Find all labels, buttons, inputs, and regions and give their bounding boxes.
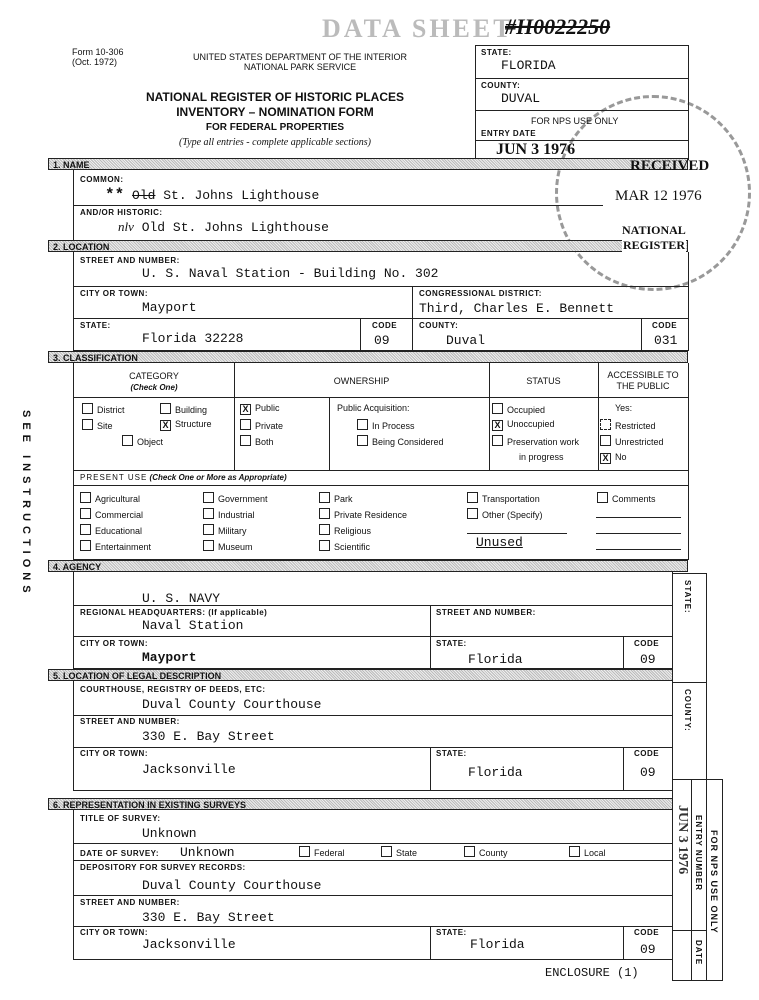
checkbox[interactable]	[600, 435, 611, 446]
entry-number-stamp: JUN 3 1976	[675, 805, 690, 875]
state-value: Florida 32228	[142, 331, 244, 346]
checkbox-county[interactable]	[464, 846, 508, 858]
accessible-header: ACCESSIBLE TO THE PUBLIC	[607, 370, 679, 391]
city-value: Mayport	[142, 650, 197, 665]
option-label: Unoccupied	[507, 419, 555, 429]
checkbox-building[interactable]	[160, 403, 207, 415]
checkbox[interactable]	[203, 524, 214, 535]
option-label: Commercial	[95, 510, 144, 520]
checkbox[interactable]: X	[160, 420, 171, 431]
right-county-box	[672, 682, 707, 780]
option-label: Comments	[612, 494, 656, 504]
city-label: CITY OR TOWN:	[80, 749, 148, 758]
right-nps-box	[672, 779, 723, 981]
service: NATIONAL PARK SERVICE	[243, 62, 357, 72]
code-value: 09	[640, 765, 656, 780]
congressional-label: CONGRESSIONAL DISTRICT:	[419, 289, 542, 298]
state-value: Florida	[468, 652, 523, 667]
ownership-header: OWNERSHIP	[333, 376, 390, 386]
option-label: Both	[255, 437, 274, 447]
section-name-header: 1. NAME	[48, 158, 688, 170]
option-label: Industrial	[218, 510, 255, 520]
option-label: Government	[218, 494, 268, 504]
county-label: COUNTY:	[419, 321, 459, 330]
checkbox[interactable]	[467, 508, 478, 519]
handwritten-mark: **	[105, 186, 125, 204]
agency-header	[150, 52, 450, 72]
option-label: Building	[175, 405, 208, 415]
checkbox-structure[interactable]	[160, 419, 212, 431]
checkbox-use-military[interactable]	[203, 524, 247, 536]
option-label: Being Considered	[372, 437, 444, 447]
courthouse-label: COURTHOUSE, REGISTRY OF DEEDS, ETC:	[80, 685, 266, 694]
option-label: Educational	[95, 526, 143, 536]
state-label: STATE:	[436, 639, 467, 648]
checkbox[interactable]	[357, 435, 368, 446]
county-value: Duval	[446, 333, 486, 348]
checkbox[interactable]: X	[240, 404, 251, 415]
option-label: Entertainment	[95, 542, 152, 552]
code-value: 09	[640, 652, 656, 667]
code-label: CODE	[634, 749, 660, 758]
option-label: Transportation	[482, 494, 540, 504]
checkbox-public[interactable]	[240, 403, 280, 415]
reference-number-stamp: #H0022250	[505, 14, 611, 39]
section-agency-header: 4. AGENCY	[48, 560, 688, 572]
checkbox[interactable]	[203, 540, 214, 551]
form-date: (Oct. 1972)	[72, 57, 118, 67]
option-label: Local	[584, 848, 606, 858]
survey-title-value: Unknown	[142, 826, 197, 841]
checkbox-federal[interactable]	[299, 846, 345, 858]
checkbox-state[interactable]	[381, 846, 417, 858]
depository-value: Duval County Courthouse	[142, 878, 322, 893]
checkbox-object[interactable]	[122, 435, 163, 447]
checkbox[interactable]	[80, 524, 91, 535]
option-label: Other (Specify)	[482, 510, 543, 520]
common-label: COMMON:	[80, 175, 124, 184]
checkbox-use-entertainment[interactable]	[80, 540, 151, 552]
title-line-2: INVENTORY – NOMINATION FORM	[176, 105, 374, 119]
checkbox-use-government[interactable]	[203, 492, 268, 504]
checkbox[interactable]	[80, 508, 91, 519]
option-label: State	[396, 848, 418, 858]
checkbox[interactable]	[569, 846, 580, 857]
checkbox[interactable]	[240, 419, 251, 430]
checkbox-local[interactable]	[569, 846, 606, 858]
checkbox[interactable]	[319, 508, 330, 519]
option-label: Public	[255, 403, 280, 413]
checkbox[interactable]	[319, 540, 330, 551]
code-value: 09	[640, 942, 656, 957]
checkbox-use-religious[interactable]	[319, 524, 371, 536]
city-label: CITY OR TOWN:	[80, 289, 148, 298]
depository-label: DEPOSITORY FOR SURVEY RECORDS:	[80, 863, 246, 872]
option-label: Museum	[218, 542, 253, 552]
surveys-box	[73, 810, 673, 960]
option-label: Federal	[314, 848, 345, 858]
checkbox-district[interactable]	[82, 403, 125, 415]
right-state-label: STATE:	[683, 580, 692, 614]
enclosure-note: ENCLOSURE (1)	[545, 966, 639, 980]
checkbox[interactable]	[319, 492, 330, 503]
option-label: Private	[255, 421, 284, 431]
present-use-header	[80, 473, 287, 482]
option-label: Site	[97, 421, 113, 431]
entry-date-label: ENTRY DATE	[481, 129, 537, 138]
checkbox-being-considered[interactable]	[357, 435, 444, 447]
nps-use-only: FOR NPS USE ONLY	[531, 116, 619, 126]
state-code: 09	[374, 333, 390, 348]
county-label: COUNTY:	[481, 81, 521, 90]
code-label: CODE	[652, 321, 678, 330]
state-value: Florida	[468, 765, 523, 780]
county-value: DUVAL	[501, 91, 541, 106]
data-sheet-stamp: DATA SHEET	[322, 14, 514, 43]
right-nps-only: FOR NPS USE ONLY	[709, 830, 719, 934]
form-number	[72, 47, 124, 67]
status-header: STATUS	[526, 376, 561, 386]
checkbox[interactable]	[240, 435, 251, 446]
section-surveys-header: 6. REPRESENTATION IN EXISTING SURVEYS	[48, 798, 673, 810]
survey-title-label: TITLE OF SURVEY:	[80, 814, 161, 823]
code-label: CODE	[634, 928, 660, 937]
street-value: U. S. Naval Station - Building No. 302	[142, 266, 439, 281]
public-acquisition-label: Public Acquisition:	[337, 403, 410, 413]
checkbox-use-industrial[interactable]	[203, 508, 255, 520]
checkbox[interactable]: X	[492, 420, 503, 431]
checkbox[interactable]	[82, 419, 93, 430]
option-label: District	[97, 405, 125, 415]
street-value: 330 E. Bay Street	[142, 729, 275, 744]
option-label: County	[479, 848, 508, 858]
state-value: Florida	[470, 937, 525, 952]
checkbox[interactable]	[299, 846, 310, 857]
checkbox[interactable]: X	[600, 453, 611, 464]
checkbox-use-scientific[interactable]	[319, 540, 370, 552]
state-label: STATE:	[80, 321, 111, 330]
street-label: STREET AND NUMBER:	[80, 898, 180, 907]
state-value: FLORIDA	[501, 58, 556, 73]
survey-date-label: DATE OF SURVEY:	[80, 849, 160, 858]
option-label: Object	[137, 437, 164, 447]
code-label: CODE	[634, 639, 660, 648]
received-date-stamp: MAR 12 1976	[615, 188, 702, 204]
checkbox[interactable]	[203, 492, 214, 503]
checkbox[interactable]	[122, 435, 133, 446]
see-instructions-margin: SEE INSTRUCTIONS	[20, 410, 32, 598]
title-line-3: FOR FEDERAL PROPERTIES	[205, 122, 345, 133]
option-label: Private Residence	[334, 510, 408, 520]
state-label: STATE:	[481, 48, 512, 57]
form-title	[110, 90, 440, 150]
checkbox-site[interactable]	[82, 419, 113, 431]
checkbox[interactable]	[464, 846, 475, 857]
date-label: DATE	[694, 940, 703, 966]
checkbox-private[interactable]	[240, 419, 283, 431]
register-stamp: REGISTER	[623, 238, 686, 252]
checkbox-use-private-residence[interactable]	[319, 508, 407, 520]
category-title: CATEGORY	[129, 371, 179, 381]
location-box	[73, 252, 689, 351]
checkbox-use-comments[interactable]	[597, 492, 656, 504]
check-one-note: (Check One)	[130, 383, 178, 392]
city-label: CITY OR TOWN:	[80, 928, 148, 937]
option-label: Religious	[334, 526, 372, 536]
checkbox-both[interactable]	[240, 435, 274, 447]
checkbox[interactable]	[357, 419, 368, 430]
right-state-box	[672, 573, 707, 683]
right-county-label: COUNTY:	[683, 689, 692, 732]
checkbox[interactable]	[203, 508, 214, 519]
entry-date-stamp: JUN 3 1976	[496, 141, 576, 158]
received-stamp: RECEIVED	[630, 158, 710, 174]
county-code: 031	[654, 333, 678, 348]
section-location-header: 2. LOCATION	[48, 240, 688, 252]
title-line-1: NATIONAL REGISTER OF HISTORIC PLACES	[145, 90, 405, 104]
common-name	[105, 186, 319, 204]
checkbox-use-commercial[interactable]	[80, 508, 143, 520]
checkbox[interactable]	[80, 492, 91, 503]
checkbox-use-transportation[interactable]	[467, 492, 540, 504]
option-label: Military	[218, 526, 247, 536]
present-use-note: (Check One or More as Appropriate)	[149, 473, 287, 482]
other-specify-value: Unused	[476, 535, 523, 550]
handwritten-initials: nlv	[118, 219, 134, 234]
section-classification-header: 3. CLASSIFICATION	[48, 351, 688, 363]
checkbox-unrestricted[interactable]	[600, 435, 664, 447]
checkbox[interactable]	[82, 403, 93, 414]
checkbox-use-educational[interactable]	[80, 524, 142, 536]
legal-description-box	[73, 681, 673, 791]
option-label: Agricultural	[95, 494, 141, 504]
street-value: 330 E. Bay Street	[142, 910, 275, 925]
checkbox-use-museum[interactable]	[203, 540, 253, 552]
city-label: CITY OR TOWN:	[80, 639, 148, 648]
checkbox-restricted[interactable]	[600, 419, 656, 431]
struck-word: Old	[132, 188, 156, 203]
option-label: Preservation work	[507, 437, 580, 447]
checkbox-occupied[interactable]	[492, 403, 545, 415]
agency-value: U. S. NAVY	[142, 591, 221, 606]
present-use-label: PRESENT USE	[80, 473, 148, 482]
survey-date-value: Unknown	[180, 845, 235, 860]
state-label: STATE:	[436, 749, 467, 758]
yes-label: Yes:	[615, 403, 633, 413]
historic-name-value: Old St. Johns Lighthouse	[141, 220, 329, 235]
code-label: CODE	[372, 321, 398, 330]
entry-number-label: ENTRY NUMBER	[694, 815, 703, 892]
common-name-value: St. Johns Lighthouse	[163, 188, 320, 203]
national-stamp: NATIONAL	[622, 223, 686, 237]
city-value: Jacksonville	[142, 937, 236, 952]
city-value: Mayport	[142, 300, 197, 315]
checkbox-use-agricultural[interactable]	[80, 492, 140, 504]
agency-box	[73, 572, 673, 669]
checkbox[interactable]	[600, 419, 611, 430]
dept: UNITED STATES DEPARTMENT OF THE INTERIOR	[192, 52, 408, 62]
hq-value: Naval Station	[142, 618, 244, 633]
in-progress-label: in progress	[519, 452, 564, 462]
form-no: Form 10-306	[72, 47, 124, 57]
checkbox[interactable]	[467, 492, 478, 503]
state-county-box	[475, 45, 689, 160]
congressional-value: Third, Charles E. Bennett	[419, 301, 615, 316]
courthouse-value: Duval County Courthouse	[142, 697, 322, 712]
checkbox[interactable]	[492, 435, 503, 446]
option-label: Scientific	[334, 542, 371, 552]
checkbox[interactable]	[492, 403, 503, 414]
option-label: Restricted	[615, 421, 656, 431]
city-value: Jacksonville	[142, 762, 236, 777]
checkbox[interactable]	[319, 524, 330, 535]
classification-box	[73, 363, 689, 560]
option-label: Occupied	[507, 405, 546, 415]
checkbox[interactable]	[381, 846, 392, 857]
checkbox-unoccupied[interactable]	[492, 419, 555, 431]
instructions: (Type all entries - complete applicable sections)	[179, 137, 371, 148]
section-legal-description-header: 5. LOCATION OF LEGAL DESCRIPTION	[48, 669, 673, 681]
checkbox-use-park[interactable]	[319, 492, 353, 504]
checkbox[interactable]	[597, 492, 608, 503]
historic-name	[118, 219, 329, 235]
checkbox-preservation-work[interactable]	[492, 435, 579, 447]
checkbox-no[interactable]	[600, 452, 627, 464]
category-header	[74, 371, 234, 393]
option-label: No	[615, 452, 627, 462]
street-label: STREET AND NUMBER:	[80, 256, 180, 265]
option-label: Structure	[175, 419, 212, 429]
street-label: STREET AND NUMBER:	[80, 717, 180, 726]
checkbox-use-other-specify-[interactable]	[467, 508, 543, 520]
checkbox[interactable]	[80, 540, 91, 551]
hq-label: REGIONAL HEADQUARTERS: (If applicable)	[80, 608, 268, 617]
checkbox-in-process[interactable]	[357, 419, 415, 431]
historic-label: AND/OR HISTORIC:	[80, 208, 163, 217]
checkbox[interactable]	[160, 403, 171, 414]
option-label: In Process	[372, 421, 415, 431]
option-label: Unrestricted	[615, 437, 664, 447]
street-label: STREET AND NUMBER:	[436, 608, 536, 617]
state-label: STATE:	[436, 928, 467, 937]
option-label: Park	[334, 494, 353, 504]
